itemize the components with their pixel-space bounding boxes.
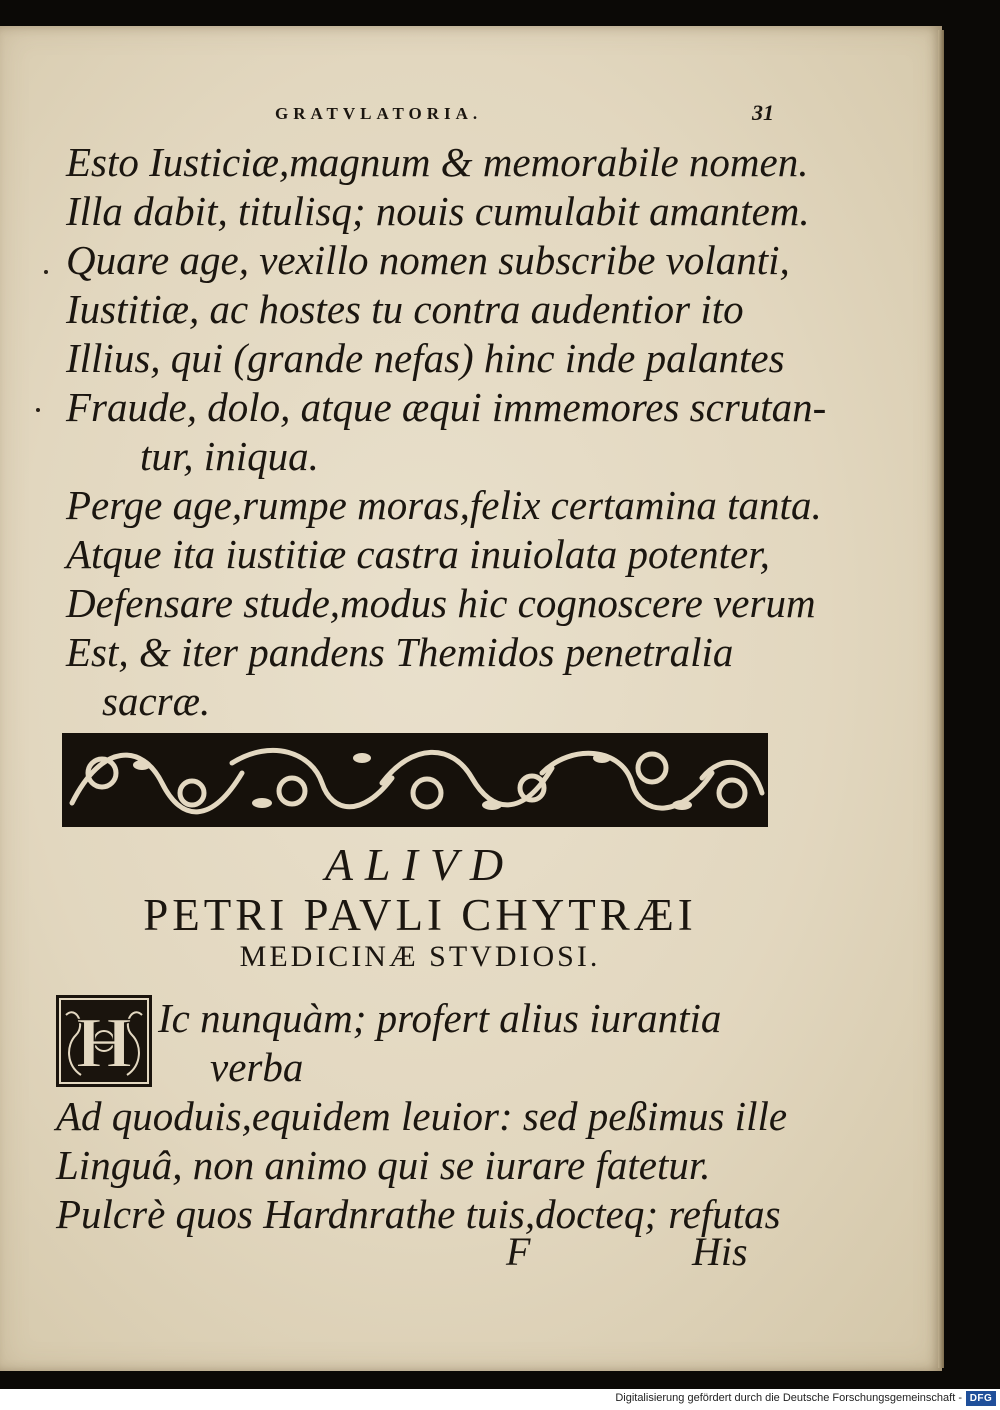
digitization-footer xyxy=(0,1389,1000,1410)
page-foot xyxy=(0,1228,940,1278)
verse-line: Linguâ, non animo qui se iurare fatetur. xyxy=(56,1142,711,1188)
verse-line: Perge age,rumpe moras,felix certamina tanta. xyxy=(66,482,822,528)
verse-line: Illius, qui (grande nefas) hinc inde palantes xyxy=(66,335,785,381)
running-head: GRATVLATORIA. xyxy=(275,104,483,123)
decorated-initial xyxy=(56,995,152,1087)
verse-line: Ic nunquàm; profert alius iurantia xyxy=(158,995,722,1041)
page-number: 31 xyxy=(752,100,774,125)
verse-line: Quare age, vexillo nomen subscribe volanti, xyxy=(66,237,790,283)
verse-line: Iustitiæ, ac hostes tu contra audentior ito xyxy=(66,286,744,332)
ink-speck xyxy=(44,270,48,274)
verse-line: tur, iniqua. xyxy=(140,433,319,479)
verse-line: Defensare stude,modus hic cognoscere verum xyxy=(66,580,816,626)
drop-cap-letter: H xyxy=(75,1003,133,1083)
verse-line: Esto Iusticiæ,magnum & memorabile nomen. xyxy=(66,139,809,185)
heading-author: PETRI PAVLI CHYTRÆI xyxy=(143,890,697,940)
dfg-logo: DFG xyxy=(966,1391,996,1406)
verse-line: Atque ita iustitiæ castra inuiolata potenter, xyxy=(66,531,770,577)
ink-speck xyxy=(36,408,40,412)
verse-line: Pulcrè quos Hardnrathe tuis,docteq; refutas xyxy=(56,1191,781,1237)
verse-line: Fraude, dolo, atque æqui immemores scrutan- xyxy=(66,384,827,430)
catchword: His xyxy=(692,1229,748,1274)
heading-aliud: ALIVD xyxy=(324,839,516,890)
verse-line: Ad quoduis,equidem leuior: sed peßimus ille xyxy=(56,1093,788,1139)
verse-line: sacræ. xyxy=(102,678,211,724)
heading-subtitle: MEDICINÆ STVDIOSI. xyxy=(239,940,601,973)
verse-line: Illa dabit, titulisq; nouis cumulabit amantem. xyxy=(66,188,810,234)
verse-line: Est, & iter pandens Themidos penetralia xyxy=(66,629,734,675)
signature-mark: F xyxy=(506,1229,531,1274)
funding-credit: Digitalisierung gefördert durch die Deutsche Forschungsgemeinschaft - xyxy=(615,1392,962,1404)
page-edge xyxy=(938,30,944,1368)
verse-line: verba xyxy=(210,1044,304,1090)
woodcut-ornament-band xyxy=(62,733,768,827)
